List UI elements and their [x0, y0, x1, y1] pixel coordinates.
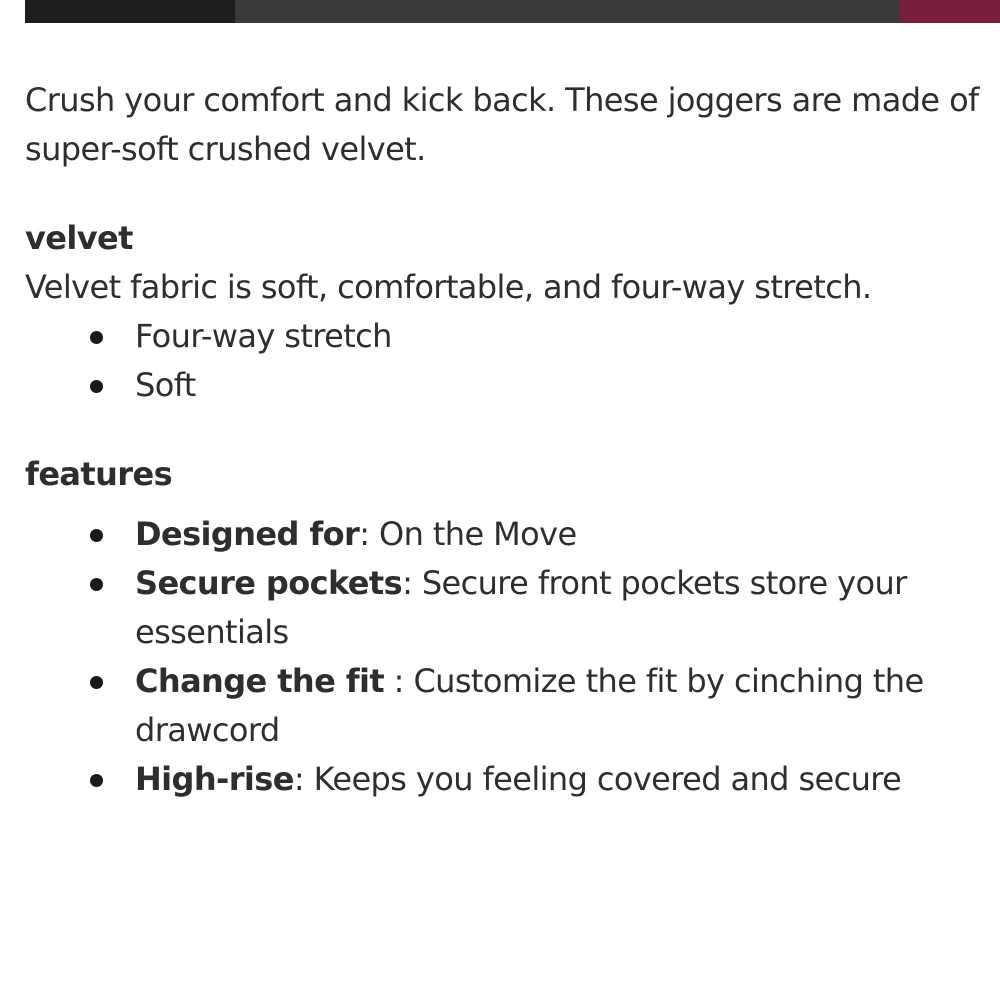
product-description: [25, 76, 985, 804]
list-item: [25, 510, 985, 559]
velvet-list: [25, 312, 985, 410]
feature-term: Secure pockets: [135, 564, 403, 602]
feature-text: Customize the fit by cinching the drawcord: [135, 662, 924, 749]
top-bar: [25, 0, 1000, 23]
feature-term: High-rise: [135, 760, 294, 798]
feature-separator: :: [384, 662, 414, 700]
top-bar-segment-dark: [25, 0, 235, 23]
feature-separator: :: [359, 515, 379, 553]
list-item: Four-way stretch: [25, 312, 985, 361]
feature-text: Secure front pockets store your essentials: [135, 564, 907, 651]
feature-separator: :: [402, 564, 422, 602]
feature-text: On the Move: [378, 515, 577, 553]
list-item: [25, 755, 985, 804]
intro-text: Crush your comfort and kick back. These joggers are made of super-soft crushed velvet.: [25, 81, 979, 168]
feature-separator: :: [293, 760, 314, 798]
feature-text: Keeps you feeling covered and secure: [313, 760, 902, 798]
features-list: [25, 510, 985, 804]
list-item: Soft: [25, 361, 985, 410]
feature-term: Designed for: [135, 515, 360, 553]
features-heading: features: [25, 455, 173, 493]
list-item: [25, 657, 985, 755]
list-item: [25, 559, 985, 657]
velvet-description: Velvet fabric is soft, comfortable, and four-way stretch.: [25, 268, 872, 306]
top-bar-segment-gray: [235, 0, 900, 23]
velvet-heading: velvet: [25, 219, 133, 257]
top-bar-segment-accent: [900, 0, 1000, 23]
feature-term: Change the fit: [135, 662, 385, 700]
